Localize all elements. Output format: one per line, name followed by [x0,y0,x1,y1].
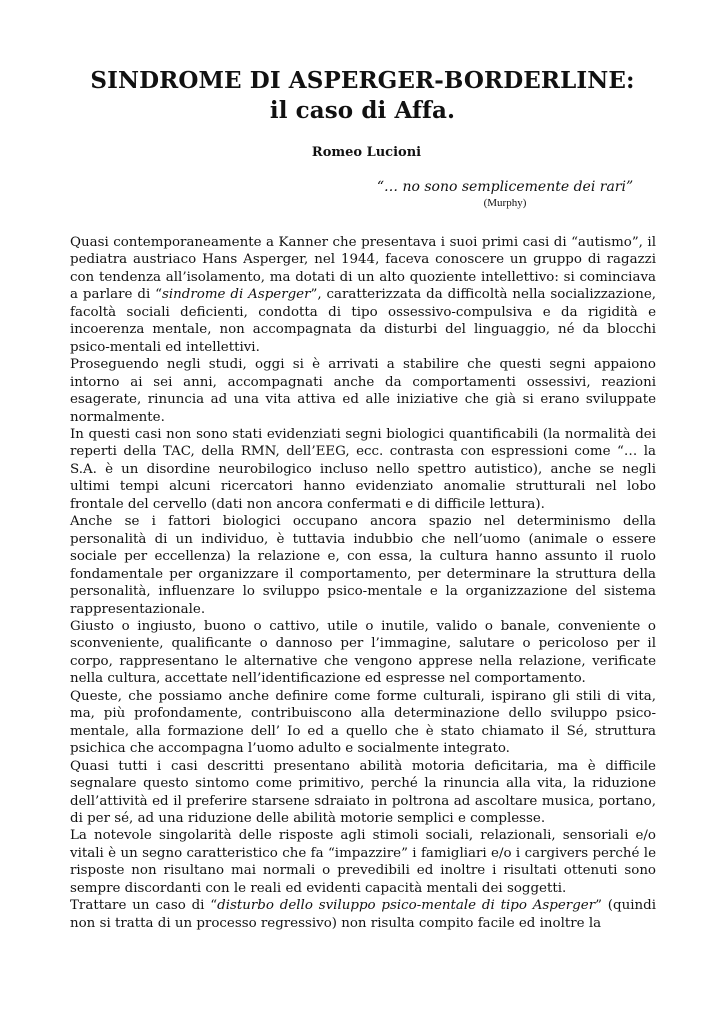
body-text [70,234,656,932]
title-line-2: il caso di Affa. [269,97,456,124]
paragraph: Proseguendo negli studi, oggi si è arrivati a stabilire che questi segni appaiono intorno ai sei anni, accompagnati anche da comportamenti ossessivi, reazioni esagerate, rinuncia ad una vita attiva ed alle iniziative che già si erano sviluppate normalmente. [70,357,656,425]
paragraph [70,234,656,356]
paragraph: Quasi tutti i casi descritti presentano abilità motoria deficitaria, ma è difficile segnalare questo sintomo come primitivo, perché la rinuncia alla vita, la riduzione dell’attività ed il preferire starsene sdraiato in poltrona ad ascoltare musica, portano, di per sé, ad una riduzione delle abilità motorie semplici e complesse. [70,758,656,826]
paragraph [70,897,656,932]
epigraph [360,178,650,210]
page-title [0,66,725,126]
paragraph-text: Trattare un caso di “ [70,898,218,914]
paragraph-emphasis: sindrome di Asperger [162,287,311,303]
paragraph-emphasis: disturbo dello sviluppo psico-mentale di tipo Asperger [217,898,596,914]
paragraph-text: Quasi contemporaneamente a Kanner che presentava i suoi primi casi di “autismo”, il pediatra austriaco Hans Asperger, nel 1944, faceva conoscere un gruppo di ragazzi con tendenza all’isolamento, ma dotati di un alto quoziente intellettivo: si cominciava a parlare di “ [70,235,656,303]
paragraph-text: ”, caratterizzata da difficoltà nella socializzazione, facoltà sociali deficienti, condotta di tipo ossessivo-compulsiva e da rigidità e incoerenza mentale, non accompagnata da disturbi del linguaggio, né da blocchi psico-mentali ed intellettivi. [70,287,656,355]
paragraph: In questi casi non sono stati evidenziati segni biologici quantificabili (la normalità dei reperti della TAC, della RMN, dell’EEG, ecc. contrasta con espressioni come “… la S.A. è un disordine neurobilogico incluso nello spettro autistico), anche se negli ultimi tempi alcuni ricercatori hanno evidenziato anomalie strutturali nel lobo frontale del cervello (dati non ancora confermati e di difficile lettura). [70,426,656,512]
epigraph-quote: “… no sono semplicemente dei rari” [376,179,634,195]
paragraph: Anche se i fattori biologici occupano ancora spazio nel determinismo della personalità di un individuo, è tuttavia indubbio che nell’uomo (animale o essere sociale per eccellenza) la relazione e, con essa, la cultura hanno assunto il ruolo fondamentale per organizzare il comportamento, per determinare la struttura della personalità, influenzare lo sviluppo psico-mentale e la organizzazione del sistema rappresentazionale. [70,514,656,617]
epigraph-source: (Murphy) [483,197,527,209]
paragraph: La notevole singolarità delle risposte agli stimoli sociali, relazionali, sensoriali e/o vitali è un segno caratteristico che fa “impazzire” i famigliari e/o i cargivers perché le risposte non risultano mai normali o prevedibili ed inoltre i risultati ottenuti sono sempre discordanti con le reali ed evidenti capacità mentali dei soggetti. [70,828,656,896]
paragraph: Queste, che possiamo anche definire come forme culturali, ispirano gli stili di vita, ma, più profondamente, contribuiscono alla determinazione dello sviluppo psico-mentale, alla formazione dell’ Io ed a quello che è stato chiamato il Sé, struttura psichica che accompagna l’uomo adulto e socialmente integrato. [70,688,656,757]
title-line-1: SINDROME DI ASPERGER-BORDERLINE: [90,67,635,94]
author-name: Romeo Lucioni [311,145,422,160]
paragraph-text: ” (quindi non si tratta di un processo regressivo) non risulta compito facile ed inoltre la [70,898,656,931]
paragraph: Giusto o ingiusto, buono o cattivo, utile o inutile, valido o banale, conveniente o sconveniente, qualificante o dannoso per l’immagine, salutare o pericoloso per il corpo, rappresentano le alternative che vengono apprese nella relazione, verificate nella cultura, accettate nell’identificazione ed espresse nel comportamento. [70,618,656,687]
